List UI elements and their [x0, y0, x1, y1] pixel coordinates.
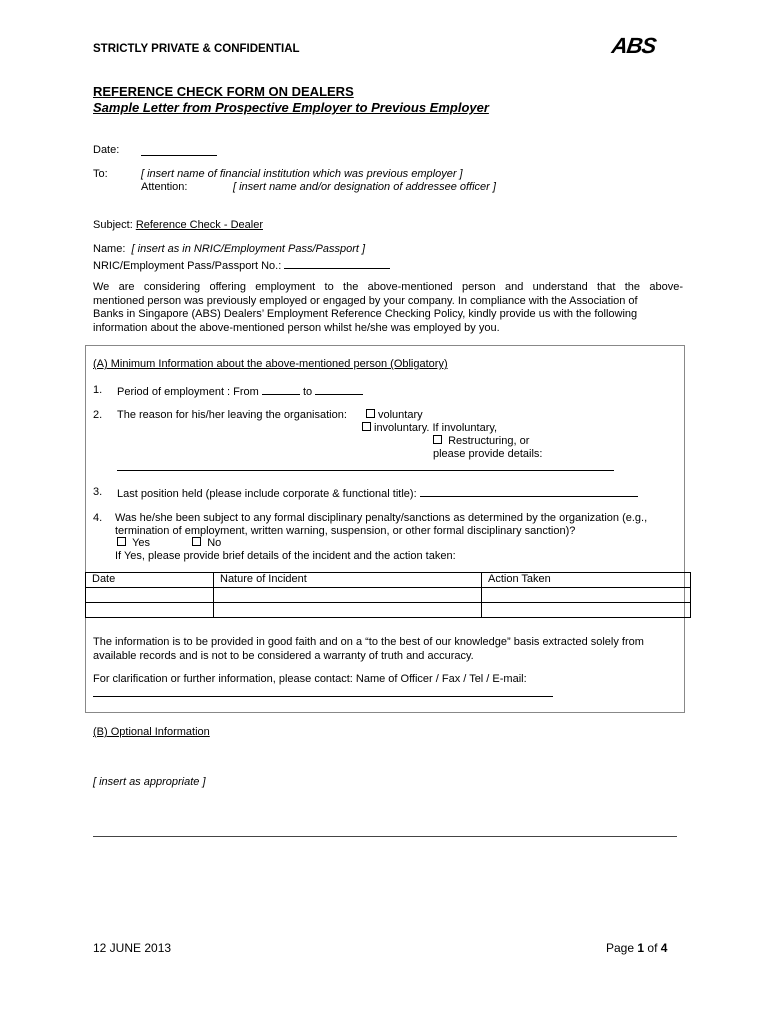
disclaimer-line: available records and is not to be considered a warranty of truth and accuracy. — [93, 649, 474, 662]
subject-line — [93, 219, 263, 231]
restructuring-label: Restructuring, or — [448, 435, 530, 447]
q1-text: Period of employment : From — [117, 386, 259, 398]
section-b-line — [93, 836, 677, 837]
restructuring-checkbox[interactable] — [433, 435, 442, 444]
q1-row — [117, 384, 363, 398]
section-b-heading: (B) Optional Information — [93, 726, 210, 738]
intro-line: information about the above-mentioned person whilst he/she was employed by you. — [93, 321, 500, 334]
attention-label: Attention: — [141, 181, 188, 193]
disclaimer — [93, 636, 644, 663]
name-value[interactable]: [ insert as in NRIC/Employment Pass/Passport ] — [131, 243, 366, 255]
period-from-field[interactable] — [262, 384, 300, 395]
table-header-nature: Nature of Incident — [214, 573, 482, 588]
confidential-header: STRICTLY PRIVATE & CONFIDENTIAL — [93, 43, 300, 55]
table-cell[interactable] — [482, 603, 691, 618]
details-label: please provide details: — [433, 448, 543, 460]
intro-line: We are considering offering employment to the above-mentioned person and understand that the above- — [93, 281, 683, 293]
table-cell[interactable] — [86, 603, 214, 618]
table-row — [86, 603, 691, 618]
q4-line: If Yes, please provide brief details of the incident and the action taken: — [115, 549, 456, 562]
disclaimer-line: The information is to be provided in good faith and on a “to the best of our knowledge” basis extracted solely from — [93, 636, 644, 648]
involuntary-option[interactable] — [362, 422, 497, 434]
page-total: 4 — [660, 941, 668, 955]
no-checkbox[interactable] — [192, 537, 201, 546]
q2-text: The reason for his/her leaving the organisation: — [117, 409, 347, 421]
footer-date: 12 JUNE 2013 — [93, 941, 172, 955]
table-header-date: Date — [86, 573, 214, 588]
subject-label: Subject: — [93, 219, 133, 231]
page-label: Page — [606, 941, 635, 955]
involuntary-checkbox[interactable] — [362, 422, 371, 431]
last-position-field[interactable] — [420, 486, 638, 497]
date-label: Date: — [93, 144, 120, 156]
intro-line: mentioned person was previously employed or engaged by your company. In compliance with the Association of — [93, 294, 638, 307]
table-cell[interactable] — [482, 588, 691, 603]
section-a-heading: (A) Minimum Information about the above-mentioned person (Obligatory) — [93, 358, 448, 370]
involuntary-label: involuntary. If involuntary, — [374, 422, 498, 434]
to-label: To: — [93, 168, 108, 180]
q1-to: to — [302, 386, 313, 398]
q3-num: 3. — [93, 486, 103, 498]
q4-line: termination of employment, written warning, suspension, or other formal disciplinary sanction)? — [115, 524, 576, 537]
page-indicator — [606, 941, 667, 955]
subject-value: Reference Check - Dealer — [135, 219, 263, 231]
voluntary-label: voluntary — [378, 409, 423, 421]
q3-row — [117, 486, 638, 500]
to-value[interactable]: [ insert name of financial institution which was previous employer ] — [141, 168, 463, 180]
table-header-row — [86, 573, 691, 588]
period-to-field[interactable] — [315, 384, 363, 395]
incident-table — [85, 572, 691, 618]
q1-num: 1. — [93, 384, 103, 396]
q3-text: Last position held (please include corporate & functional title): — [117, 488, 417, 500]
intro-paragraph — [93, 281, 683, 335]
table-header-action: Action Taken — [482, 573, 691, 588]
abs-logo: ABS — [610, 33, 658, 58]
page-number: 1 — [637, 941, 645, 955]
voluntary-checkbox[interactable] — [366, 409, 375, 418]
voluntary-option[interactable] — [366, 409, 423, 421]
nric-line — [93, 257, 390, 272]
contact-text: For clarification or further information, please contact: Name of Officer / Fax / Tel / E-mail: — [93, 673, 527, 685]
table-row — [86, 588, 691, 603]
intro-line: Banks in Singapore (ABS) Dealers’ Employment Reference Checking Policy, kindly provide us with the following — [93, 308, 638, 320]
q4-num: 4. — [93, 512, 103, 524]
table-cell[interactable] — [214, 588, 482, 603]
contact-line[interactable] — [93, 696, 553, 697]
page-of: of — [647, 941, 658, 955]
attention-value[interactable]: [ insert name and/or designation of addressee officer ] — [233, 181, 496, 193]
name-line — [93, 243, 365, 255]
no-label: No — [207, 537, 222, 549]
q4-line: Was he/she been subject to any formal disciplinary penalty/sanctions as determined by the organization (e.g., — [115, 512, 648, 524]
section-b-placeholder[interactable]: [ insert as appropriate ] — [93, 776, 206, 788]
table-cell[interactable] — [214, 603, 482, 618]
q4-options — [115, 537, 647, 550]
q4-block — [115, 512, 647, 562]
q2-num: 2. — [93, 409, 103, 421]
table-cell[interactable] — [86, 588, 214, 603]
yes-checkbox[interactable] — [117, 537, 126, 546]
details-line[interactable] — [117, 470, 614, 471]
yes-label: Yes — [132, 537, 151, 549]
nric-label: NRIC/Employment Pass/Passport No.: — [93, 260, 282, 272]
restructuring-option[interactable] — [433, 435, 529, 447]
page-subtitle: Sample Letter from Prospective Employer to Previous Employer — [93, 100, 489, 115]
date-field[interactable] — [141, 143, 217, 156]
page-title: REFERENCE CHECK FORM ON DEALERS — [93, 84, 354, 99]
nric-field[interactable] — [284, 257, 390, 269]
name-label: Name: — [93, 243, 126, 255]
